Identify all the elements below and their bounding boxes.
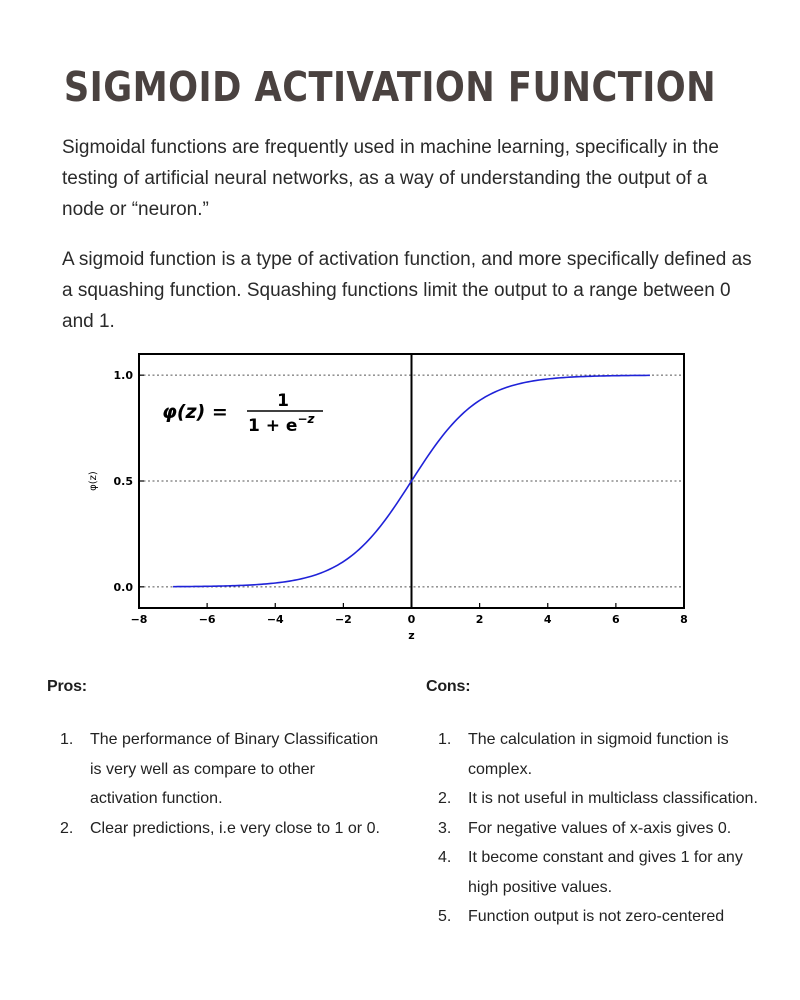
page-title: SIGMOID ACTIVATION FUNCTION <box>63 63 717 112</box>
list-text: It is not useful in multiclass classification. <box>468 790 758 807</box>
list-text: For negative values of x-axis gives 0. <box>468 819 732 837</box>
formula-exponent: −z <box>297 412 315 426</box>
pros-list <box>60 725 380 843</box>
formula-denominator-base: 1 + e <box>248 416 298 436</box>
intro-paragraph-2: A sigmoid function is a type of activation function, and more specifically defined as a squashing function. Squashing functions limit the output to a range between 0 and 1. <box>62 249 752 332</box>
list-number: 5. <box>438 908 452 925</box>
x-tick-label: 4 <box>543 613 552 626</box>
list-text: The calculation in sigmoid function is complex. <box>468 731 729 778</box>
list-item <box>438 902 758 932</box>
formula <box>162 391 323 436</box>
y-axis-label: φ(z) <box>88 471 99 491</box>
list-number: 1. <box>60 731 74 748</box>
list-text: Function output is not zero-centered <box>468 908 725 925</box>
intro-paragraph-1: Sigmoidal functions are frequently used in machine learning, specifically in the testing of artificial neural networks, as a way of understanding the output of a node or “neuron.” <box>62 137 719 220</box>
cons-heading: Cons: <box>426 678 471 695</box>
list-text: Clear predictions, i.e very close to 1 or 0. <box>90 819 380 837</box>
x-tick-label: 6 <box>612 613 620 626</box>
y-tick-label: 0.0 <box>113 580 133 594</box>
list-number: 2. <box>60 819 74 837</box>
list-number: 2. <box>438 790 452 807</box>
formula-lhs: φ(z) = <box>162 401 228 423</box>
x-tick-label: −4 <box>266 613 284 626</box>
x-tick-label: 8 <box>680 613 688 626</box>
list-item <box>60 814 380 844</box>
list-item <box>438 725 758 784</box>
sigmoid-chart <box>80 340 720 650</box>
y-tick-label: 0.5 <box>113 475 133 488</box>
pros-heading: Pros: <box>47 678 87 695</box>
list-item <box>60 725 380 814</box>
x-tick-label: −6 <box>198 613 216 626</box>
x-tick-label: 2 <box>475 613 484 626</box>
list-number: 4. <box>438 849 452 866</box>
x-axis-label: z <box>408 629 415 642</box>
list-item <box>438 814 758 844</box>
y-tick-label: 1.0 <box>113 369 133 383</box>
formula-denominator <box>248 412 316 436</box>
list-number: 3. <box>438 819 452 837</box>
x-tick-label: −2 <box>334 613 352 626</box>
list-text: The performance of Binary Classification is very well as compare to other activation function. <box>90 731 379 807</box>
x-tick-label: −8 <box>130 613 148 626</box>
cons-list <box>438 725 758 932</box>
list-item <box>438 843 758 902</box>
formula-numerator: 1 <box>277 391 289 411</box>
x-tick-label: 0 <box>407 613 416 626</box>
list-number: 1. <box>438 731 452 748</box>
list-text: It become constant and gives 1 for any high positive values. <box>468 849 743 896</box>
list-item <box>438 784 758 814</box>
